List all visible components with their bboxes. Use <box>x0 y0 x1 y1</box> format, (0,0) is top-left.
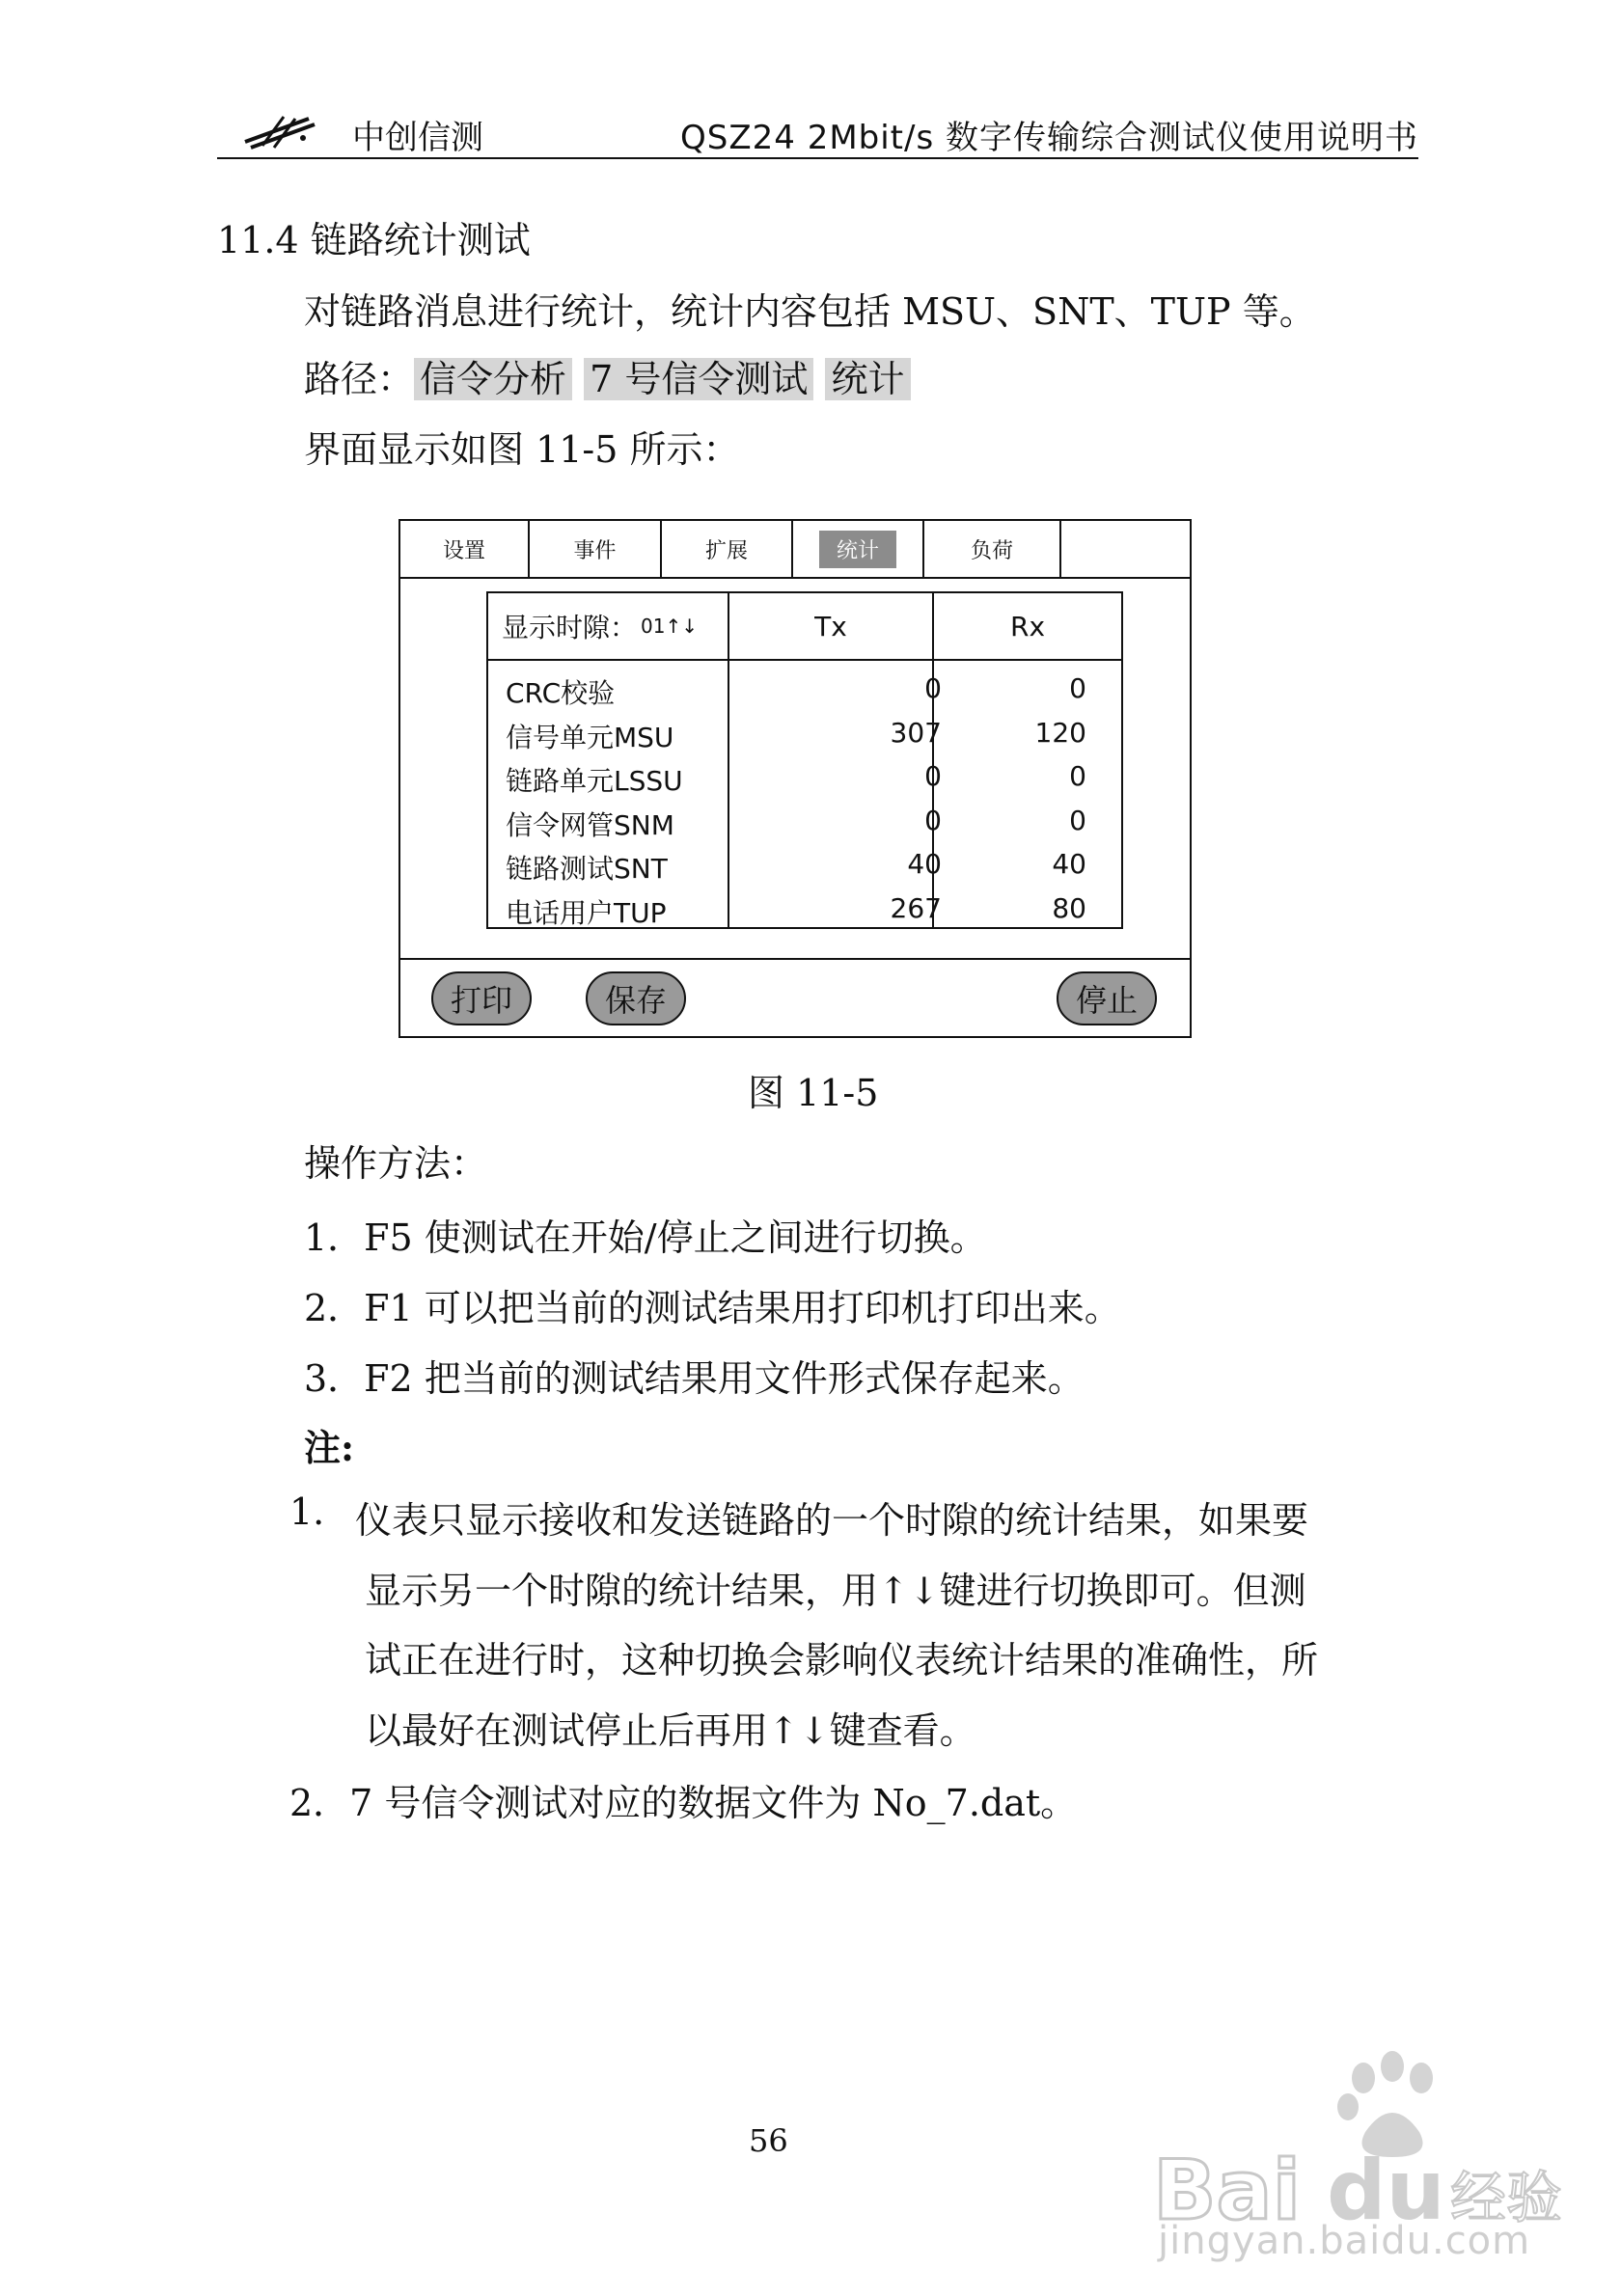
statistics-table <box>486 591 1123 929</box>
operation-step-3: 3．F2 把当前的测试结果用文件形式保存起来。 <box>304 1357 1085 1400</box>
navigation-path <box>304 349 911 402</box>
row-tx-value: 0 <box>924 672 942 704</box>
row-rx-value: 40 <box>1052 848 1086 880</box>
timeslot-label: 显示时隙： <box>502 612 638 643</box>
table-row <box>488 667 1121 711</box>
tab-bar <box>400 521 1190 579</box>
row-label: 电话用户TUP <box>506 896 667 929</box>
note-1-number: 1. <box>289 1490 325 1533</box>
column-header-rx: Rx <box>1009 610 1046 642</box>
watermark-url: jingyan.baidu.com <box>1158 2219 1531 2263</box>
path-step-2: 7 号信令测试 <box>584 358 813 400</box>
company-logo-icon <box>241 113 316 151</box>
row-tx-value: 267 <box>890 891 942 924</box>
row-rx-value: 0 <box>1069 804 1086 836</box>
note-1-line-4: 以最好在测试停止后再用↑↓键查看。 <box>365 1709 976 1752</box>
row-label: 链路测试SNT <box>506 853 668 885</box>
page-number: 56 <box>749 2122 788 2159</box>
note-1-line-1: 仪表只显示接收和发送链路的一个时隙的统计结果，如果要 <box>355 1499 1309 1542</box>
button-bar-divider <box>400 958 1190 960</box>
stop-button[interactable]: 停止 <box>1057 971 1157 1025</box>
header-rule <box>217 157 1418 159</box>
note-2: 2．7 号信令测试对应的数据文件为 No_7.dat。 <box>289 1782 1078 1824</box>
tab-settings[interactable]: 设置 <box>400 521 530 577</box>
header-company: 中创信测 <box>352 119 483 157</box>
table-row <box>488 711 1121 755</box>
timeslot-value: 01↑↓ <box>641 615 698 638</box>
tab-extend[interactable]: 扩展 <box>662 521 793 577</box>
tab-load[interactable]: 负荷 <box>924 521 1061 577</box>
operation-title: 操作方法： <box>304 1142 488 1185</box>
note-1-line-3: 试正在进行时，这种切换会影响仪表统计结果的准确性，所 <box>365 1639 1319 1681</box>
tab-events[interactable]: 事件 <box>530 521 662 577</box>
table-row <box>488 887 1121 931</box>
tab-empty <box>1061 521 1190 577</box>
tab-statistics[interactable]: 统计 <box>793 521 924 577</box>
display-text: 界面显示如图 11-5 所示： <box>304 428 740 471</box>
path-label: 路径： <box>304 358 415 400</box>
row-label: 链路单元LSSU <box>506 765 683 797</box>
path-step-1: 信令分析 <box>414 358 572 400</box>
row-label: 信号单元MSU <box>506 721 674 753</box>
row-rx-value: 0 <box>1069 760 1086 792</box>
svg-text:经验: 经验 <box>1450 2165 1563 2230</box>
page-header <box>217 101 1418 159</box>
row-label: CRC校验 <box>506 677 616 709</box>
timeslot-selector[interactable] <box>502 593 728 659</box>
row-label: 信令网管SNM <box>506 808 674 841</box>
row-rx-value: 80 <box>1052 891 1086 924</box>
save-button[interactable]: 保存 <box>586 971 686 1025</box>
operation-step-1: 1．F5 使测试在开始/停止之间进行切换。 <box>304 1216 987 1259</box>
operation-step-2: 2．F1 可以把当前的测试结果用打印机打印出来。 <box>304 1287 1121 1329</box>
section-heading: 11.4 链路统计测试 <box>217 219 531 261</box>
row-tx-value: 0 <box>924 804 942 836</box>
column-header-tx: Tx <box>814 610 847 642</box>
table-row <box>488 842 1121 887</box>
row-rx-value: 0 <box>1069 672 1086 704</box>
statistics-screen-figure <box>398 519 1192 1038</box>
svg-text:du: du <box>1327 2143 1445 2239</box>
row-rx-value: 120 <box>1034 716 1086 749</box>
table-row <box>488 754 1121 799</box>
notes-title: 注: <box>304 1426 355 1469</box>
row-tx-value: 0 <box>924 760 942 792</box>
header-title: QSZ24 2Mbit/s 数字传输综合测试仪使用说明书 <box>679 119 1418 157</box>
statistics-rows <box>488 667 1121 930</box>
note-1-line-2: 显示另一个时隙的统计结果，用↑↓键进行切换即可。但测 <box>365 1570 1306 1612</box>
path-step-3: 统计 <box>825 358 910 400</box>
svg-text:Bai: Bai <box>1153 2143 1302 2239</box>
row-tx-value: 307 <box>890 716 942 749</box>
section-intro: 对链路消息进行统计，统计内容包括 MSU、SNT、TUP 等。 <box>304 290 1316 333</box>
table-row <box>488 799 1121 843</box>
print-button[interactable]: 打印 <box>431 971 532 1025</box>
row-tx-value: 40 <box>907 848 942 880</box>
figure-caption: 图 11-5 <box>748 1072 879 1114</box>
